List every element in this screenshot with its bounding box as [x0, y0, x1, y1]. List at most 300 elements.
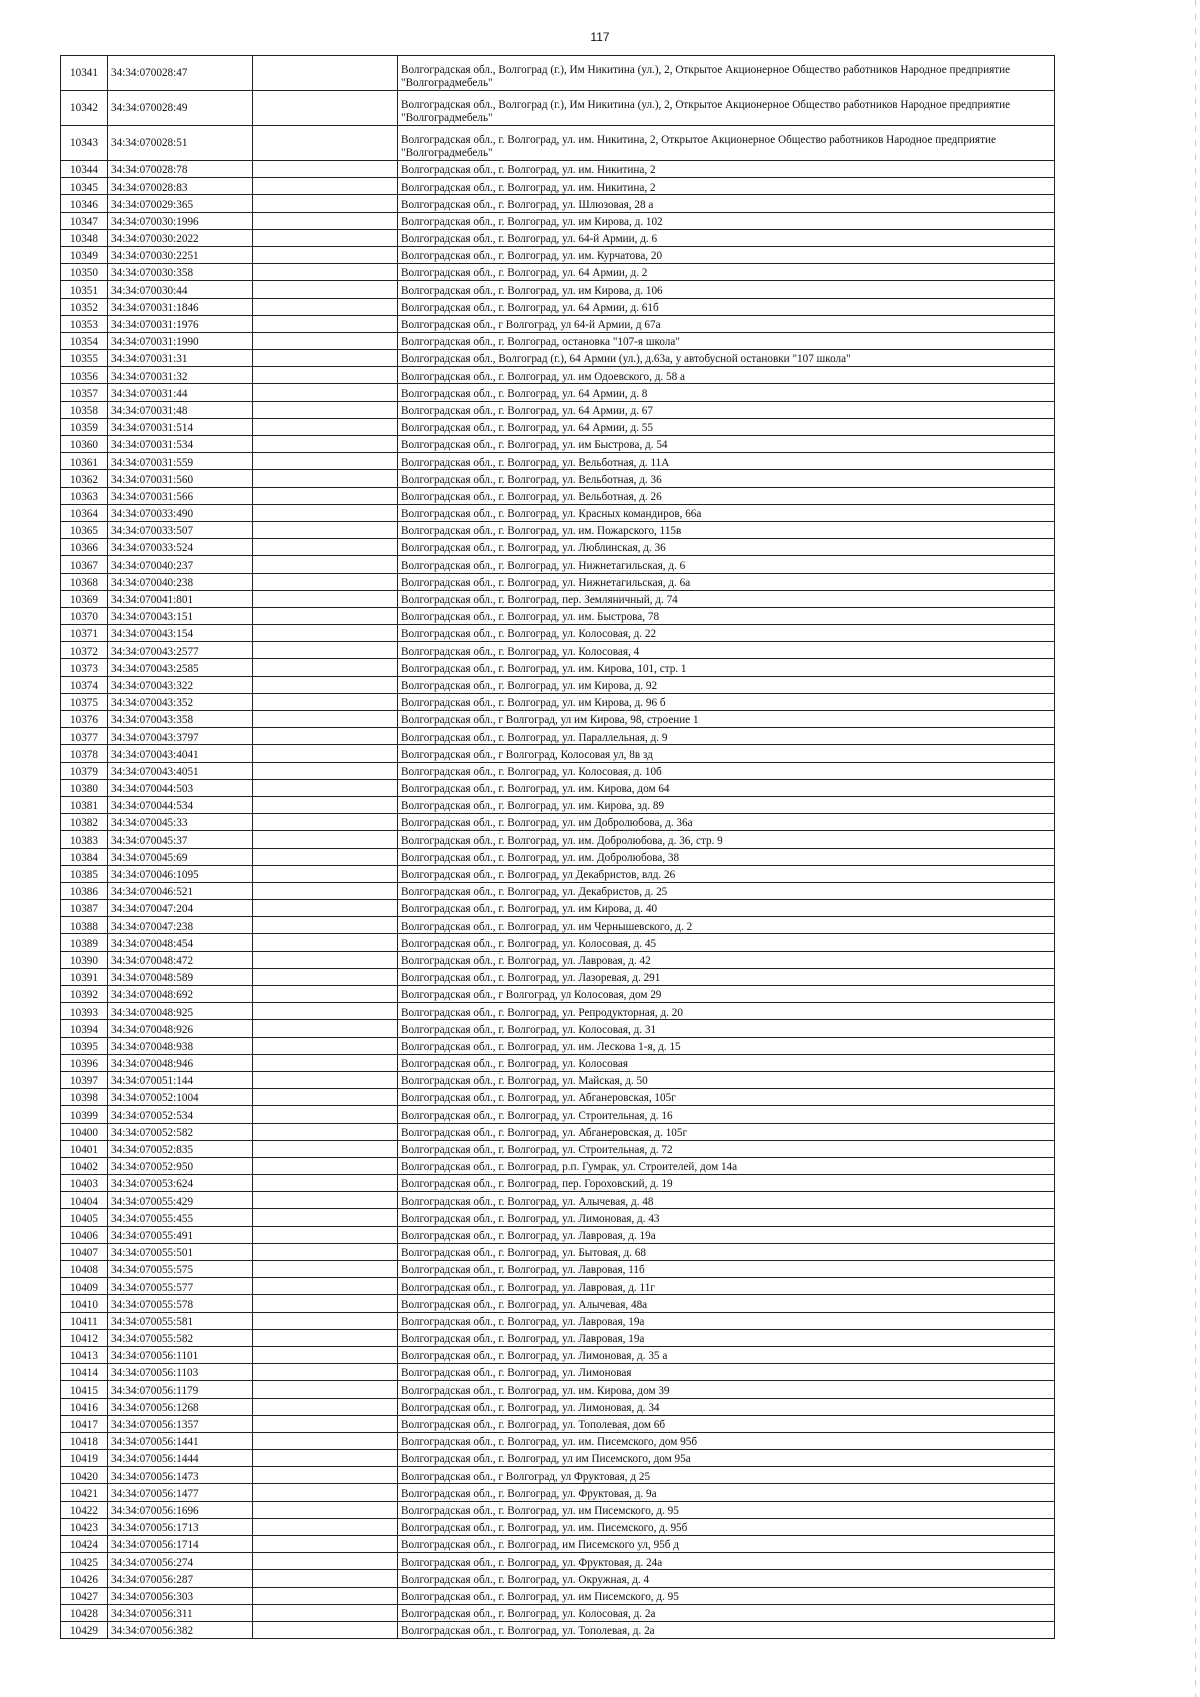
empty-cell	[253, 1467, 398, 1484]
empty-cell	[253, 229, 398, 246]
cadastral-number-cell: 34:34:070045:33	[108, 814, 253, 831]
empty-cell	[253, 367, 398, 384]
row-number-cell: 10428	[61, 1604, 108, 1621]
table-row	[61, 367, 1055, 384]
empty-cell	[253, 882, 398, 899]
table-row	[61, 831, 1055, 848]
cadastral-number-cell: 34:34:070046:1095	[108, 865, 253, 882]
row-number-cell: 10383	[61, 831, 108, 848]
cadastral-number-cell: 34:34:070055:577	[108, 1278, 253, 1295]
table-row	[61, 1243, 1055, 1260]
address-cell: Волгоградская обл., г. Волгоград, ул. Алычевая, 48а	[398, 1295, 1055, 1312]
cadastral-number-cell: 34:34:070031:48	[108, 401, 253, 418]
address-cell: Волгоградская обл., г. Волгоград, ул. Лавровая, 19а	[398, 1329, 1055, 1346]
empty-cell	[253, 1329, 398, 1346]
empty-cell	[253, 1536, 398, 1553]
cadastral-number-cell: 34:34:070052:1004	[108, 1089, 253, 1106]
address-cell: Волгоградская обл., г. Волгоград, ул. им. Добролюбова, д. 36, стр. 9	[398, 831, 1055, 848]
table-row	[61, 1226, 1055, 1243]
address-cell: Волгоградская обл., г. Волгоград, ул. им. Писемского, д. 95б	[398, 1518, 1055, 1535]
cadastral-number-cell: 34:34:070031:32	[108, 367, 253, 384]
empty-cell	[253, 281, 398, 298]
table-row	[61, 659, 1055, 676]
row-number-cell: 10346	[61, 195, 108, 212]
cadastral-number-cell: 34:34:070052:835	[108, 1140, 253, 1157]
table-row	[61, 1089, 1055, 1106]
row-number-cell: 10367	[61, 556, 108, 573]
empty-cell	[253, 1553, 398, 1570]
table-row	[61, 814, 1055, 831]
empty-cell	[253, 1381, 398, 1398]
row-number-cell: 10343	[61, 126, 108, 161]
cadastral-number-cell: 34:34:070045:69	[108, 848, 253, 865]
cadastral-number-cell: 34:34:070041:801	[108, 590, 253, 607]
address-cell: Волгоградская обл., г. Волгоград, ул. Репродукторная, д. 20	[398, 1003, 1055, 1020]
empty-cell	[253, 1140, 398, 1157]
cadastral-number-cell: 34:34:070030:1996	[108, 212, 253, 229]
address-cell: Волгоградская обл., г. Волгоград, ул. им. Кирова, дом 64	[398, 779, 1055, 796]
cadastral-number-cell: 34:34:070028:78	[108, 161, 253, 178]
address-cell: Волгоградская обл., г. Волгоград, ул. им Чернышевского, д. 2	[398, 917, 1055, 934]
table-row	[61, 401, 1055, 418]
address-cell: Волгоградская обл., г. Волгоград, ул. Фруктовая, д. 24а	[398, 1553, 1055, 1570]
row-number-cell: 10418	[61, 1432, 108, 1449]
row-number-cell: 10404	[61, 1192, 108, 1209]
address-cell: Волгоградская обл., г. Волгоград, ул. 64 Армии, д. 67	[398, 401, 1055, 418]
row-number-cell: 10341	[61, 56, 108, 91]
address-cell: Волгоградская обл., г. Волгоград, ул. Колосовая, д. 2а	[398, 1604, 1055, 1621]
address-cell: Волгоградская обл., г. Волгоград, ул. им Кирова, д. 102	[398, 212, 1055, 229]
cadastral-number-cell: 34:34:070056:287	[108, 1570, 253, 1587]
address-cell: Волгоградская обл., г. Волгоград, ул. Абганеровская, 105г	[398, 1089, 1055, 1106]
empty-cell	[253, 779, 398, 796]
row-number-cell: 10424	[61, 1536, 108, 1553]
row-number-cell: 10377	[61, 728, 108, 745]
empty-cell	[253, 1123, 398, 1140]
row-number-cell: 10361	[61, 453, 108, 470]
empty-cell	[253, 195, 398, 212]
row-number-cell: 10375	[61, 693, 108, 710]
table-row	[61, 1054, 1055, 1071]
address-cell: Волгоградская обл., г. Волгоград, ул. Вельботная, д. 26	[398, 487, 1055, 504]
table-row	[61, 1071, 1055, 1088]
row-number-cell: 10403	[61, 1175, 108, 1192]
empty-cell	[253, 1020, 398, 1037]
address-cell: Волгоградская обл., г. Волгоград, ул. им Кирова, д. 40	[398, 900, 1055, 917]
address-cell: Волгоградская обл., г. Волгоград, ул. им. Кирова, дом 39	[398, 1381, 1055, 1398]
empty-cell	[253, 934, 398, 951]
row-number-cell: 10427	[61, 1587, 108, 1604]
address-cell: Волгоградская обл., г. Волгоград, ул. Алычевая, д. 48	[398, 1192, 1055, 1209]
table-row	[61, 332, 1055, 349]
row-number-cell: 10349	[61, 246, 108, 263]
empty-cell	[253, 676, 398, 693]
table-row	[61, 56, 1055, 91]
empty-cell	[253, 332, 398, 349]
cadastral-number-cell: 34:34:070028:51	[108, 126, 253, 161]
cadastral-number-cell: 34:34:070055:578	[108, 1295, 253, 1312]
table-row	[61, 195, 1055, 212]
empty-cell	[253, 264, 398, 281]
empty-cell	[253, 350, 398, 367]
table-row	[61, 1621, 1055, 1638]
empty-cell	[253, 1209, 398, 1226]
row-number-cell: 10411	[61, 1312, 108, 1329]
table-row	[61, 418, 1055, 435]
row-number-cell: 10369	[61, 590, 108, 607]
empty-cell	[253, 1415, 398, 1432]
cadastral-number-cell: 34:34:070031:1990	[108, 332, 253, 349]
cadastral-number-cell: 34:34:070055:455	[108, 1209, 253, 1226]
table-row	[61, 91, 1055, 126]
address-cell: Волгоградская обл., г. Волгоград, ул. Лимоновая, д. 35 а	[398, 1346, 1055, 1363]
empty-cell	[253, 1364, 398, 1381]
address-cell: Волгоградская обл., г. Волгоград, ул. Параллельная, д. 9	[398, 728, 1055, 745]
empty-cell	[253, 1570, 398, 1587]
address-cell: Волгоградская обл., г Волгоград, Колосовая ул, 8в зд	[398, 745, 1055, 762]
table-row	[61, 1484, 1055, 1501]
empty-cell	[253, 986, 398, 1003]
address-cell: Волгоградская обл., г. Волгоград, ул. Лимоновая, д. 34	[398, 1398, 1055, 1415]
page-number: 117	[590, 30, 610, 44]
table-row	[61, 693, 1055, 710]
row-number-cell: 10385	[61, 865, 108, 882]
cadastral-number-cell: 34:34:070052:950	[108, 1157, 253, 1174]
empty-cell	[253, 1295, 398, 1312]
table-row	[61, 968, 1055, 985]
empty-cell	[253, 539, 398, 556]
row-number-cell: 10362	[61, 470, 108, 487]
row-number-cell: 10351	[61, 281, 108, 298]
empty-cell	[253, 315, 398, 332]
table-row	[61, 762, 1055, 779]
table-row	[61, 1312, 1055, 1329]
row-number-cell: 10354	[61, 332, 108, 349]
table-row	[61, 1570, 1055, 1587]
address-cell: Волгоградская обл., г. Волгоград, ул. Бытовая, д. 68	[398, 1243, 1055, 1260]
table-row	[61, 934, 1055, 951]
table-row	[61, 1415, 1055, 1432]
table-row	[61, 1037, 1055, 1054]
address-cell: Волгоградская обл., г. Волгоград, ул. Тополевая, дом 6б	[398, 1415, 1055, 1432]
table-row	[61, 1553, 1055, 1570]
empty-cell	[253, 1261, 398, 1278]
cadastral-number-cell: 34:34:070043:358	[108, 711, 253, 728]
cadastral-number-cell: 34:34:070043:151	[108, 607, 253, 624]
address-cell: Волгоградская обл., г. Волгоград, ул. им Добролюбова, д. 36а	[398, 814, 1055, 831]
cadastral-number-cell: 34:34:070056:1477	[108, 1484, 253, 1501]
cadastral-number-cell: 34:34:070031:514	[108, 418, 253, 435]
empty-cell	[253, 1501, 398, 1518]
table-row	[61, 1381, 1055, 1398]
table-row	[61, 1140, 1055, 1157]
empty-cell	[253, 711, 398, 728]
table-row	[61, 796, 1055, 813]
row-number-cell: 10364	[61, 504, 108, 521]
row-number-cell: 10366	[61, 539, 108, 556]
empty-cell	[253, 504, 398, 521]
table-row	[61, 1278, 1055, 1295]
cadastral-number-cell: 34:34:070055:582	[108, 1329, 253, 1346]
address-cell: Волгоградская обл., г. Волгоград, ул. Строительная, д. 16	[398, 1106, 1055, 1123]
cadastral-number-cell: 34:34:070048:938	[108, 1037, 253, 1054]
row-number-cell: 10409	[61, 1278, 108, 1295]
cadastral-number-cell: 34:34:070031:31	[108, 350, 253, 367]
cadastral-number-cell: 34:34:070031:566	[108, 487, 253, 504]
row-number-cell: 10423	[61, 1518, 108, 1535]
address-cell: Волгоградская обл., г. Волгоград, ул. Тополевая, д. 2а	[398, 1621, 1055, 1638]
address-cell: Волгоградская обл., г. Волгоград, ул. Лазоревая, д. 291	[398, 968, 1055, 985]
address-cell: Волгоградская обл., г. Волгоград, ул. им Писемского, д. 95	[398, 1501, 1055, 1518]
cadastral-number-cell: 34:34:070055:491	[108, 1226, 253, 1243]
cadastral-number-cell: 34:34:070045:37	[108, 831, 253, 848]
address-cell: Волгоградская обл., г Волгоград, ул 64-й Армии, д 67а	[398, 315, 1055, 332]
address-cell: Волгоградская обл., г. Волгоград, ул. им. Никитина, 2, Открытое Акционерное Общество работников Народное предприятие "Волгоградмебель"	[398, 126, 1055, 161]
empty-cell	[253, 1278, 398, 1295]
row-number-cell: 10407	[61, 1243, 108, 1260]
row-number-cell: 10342	[61, 91, 108, 126]
table-row	[61, 521, 1055, 538]
empty-cell	[253, 556, 398, 573]
table-row	[61, 1003, 1055, 1020]
row-number-cell: 10394	[61, 1020, 108, 1037]
empty-cell	[253, 1604, 398, 1621]
address-cell: Волгоградская обл., г. Волгоград, ул. им. Кирова, зд. 89	[398, 796, 1055, 813]
address-cell: Волгоградская обл., г Волгоград, ул им Кирова, 98, строение 1	[398, 711, 1055, 728]
registry-table	[60, 55, 1055, 1639]
empty-cell	[253, 1089, 398, 1106]
row-number-cell: 10388	[61, 917, 108, 934]
cadastral-number-cell: 34:34:070028:47	[108, 56, 253, 91]
address-cell: Волгоградская обл., г. Волгоград, ул. Вельботная, д. 36	[398, 470, 1055, 487]
empty-cell	[253, 161, 398, 178]
table-row	[61, 779, 1055, 796]
row-number-cell: 10372	[61, 642, 108, 659]
address-cell: Волгоградская обл., г. Волгоград, ул. им Быстрова, д. 54	[398, 436, 1055, 453]
cadastral-number-cell: 34:34:070043:4041	[108, 745, 253, 762]
address-cell: Волгоградская обл., г. Волгоград, ул. им. Кирова, 101, стр. 1	[398, 659, 1055, 676]
row-number-cell: 10368	[61, 573, 108, 590]
row-number-cell: 10412	[61, 1329, 108, 1346]
table-row	[61, 246, 1055, 263]
empty-cell	[253, 659, 398, 676]
cadastral-number-cell: 34:34:070053:624	[108, 1175, 253, 1192]
address-cell: Волгоградская обл., Волгоград (г.), 64 Армии (ул.), д.63а, у автобусной остановки "107 школа"	[398, 350, 1055, 367]
cadastral-number-cell: 34:34:070031:559	[108, 453, 253, 470]
table-row	[61, 1209, 1055, 1226]
table-row	[61, 212, 1055, 229]
address-cell: Волгоградская обл., г. Волгоград, ул. им. Никитина, 2	[398, 178, 1055, 195]
address-cell: Волгоградская обл., г. Волгоград, ул Декабристов, влд. 26	[398, 865, 1055, 882]
cadastral-number-cell: 34:34:070048:589	[108, 968, 253, 985]
empty-cell	[253, 1157, 398, 1174]
table-row	[61, 711, 1055, 728]
cadastral-number-cell: 34:34:070030:44	[108, 281, 253, 298]
cadastral-number-cell: 34:34:070056:382	[108, 1621, 253, 1638]
cadastral-number-cell: 34:34:070031:534	[108, 436, 253, 453]
cadastral-number-cell: 34:34:070044:503	[108, 779, 253, 796]
row-number-cell: 10384	[61, 848, 108, 865]
empty-cell	[253, 1054, 398, 1071]
table-row	[61, 848, 1055, 865]
empty-cell	[253, 178, 398, 195]
table-row	[61, 350, 1055, 367]
address-cell: Волгоградская обл., г. Волгоград, ул. 64 Армии, д. 61б	[398, 298, 1055, 315]
row-number-cell: 10344	[61, 161, 108, 178]
address-cell: Волгоградская обл., г. Волгоград, ул. Лавровая, 19а	[398, 1312, 1055, 1329]
empty-cell	[253, 91, 398, 126]
table-row	[61, 1536, 1055, 1553]
empty-cell	[253, 470, 398, 487]
address-cell: Волгоградская обл., г. Волгоград, ул. Лимоновая	[398, 1364, 1055, 1381]
table-row	[61, 1364, 1055, 1381]
empty-cell	[253, 865, 398, 882]
empty-cell	[253, 1106, 398, 1123]
row-number-cell: 10386	[61, 882, 108, 899]
address-cell: Волгоградская обл., г Волгоград, ул Фруктовая, д 25	[398, 1467, 1055, 1484]
address-cell: Волгоградская обл., г. Волгоград, ул. Колосовая	[398, 1054, 1055, 1071]
empty-cell	[253, 212, 398, 229]
table-row	[61, 504, 1055, 521]
address-cell: Волгоградская обл., г. Волгоград, ул. Фруктовая, д. 9а	[398, 1484, 1055, 1501]
row-number-cell: 10373	[61, 659, 108, 676]
cadastral-number-cell: 34:34:070048:926	[108, 1020, 253, 1037]
empty-cell	[253, 796, 398, 813]
table-row	[61, 470, 1055, 487]
cadastral-number-cell: 34:34:070056:1357	[108, 1415, 253, 1432]
table-row	[61, 1432, 1055, 1449]
empty-cell	[253, 831, 398, 848]
row-number-cell: 10389	[61, 934, 108, 951]
registry-body	[61, 56, 1055, 1639]
table-row	[61, 625, 1055, 642]
row-number-cell: 10395	[61, 1037, 108, 1054]
cadastral-number-cell: 34:34:070048:454	[108, 934, 253, 951]
scan-edge-mark	[1195, 0, 1196, 1697]
table-row	[61, 1106, 1055, 1123]
address-cell: Волгоградская обл., г. Волгоград, ул. Лимоновая, д. 43	[398, 1209, 1055, 1226]
cadastral-number-cell: 34:34:070040:237	[108, 556, 253, 573]
row-number-cell: 10406	[61, 1226, 108, 1243]
table-row	[61, 126, 1055, 161]
empty-cell	[253, 1484, 398, 1501]
table-row	[61, 453, 1055, 470]
address-cell: Волгоградская обл., г. Волгоград, ул. Майская, д. 50	[398, 1071, 1055, 1088]
empty-cell	[253, 693, 398, 710]
empty-cell	[253, 607, 398, 624]
empty-cell	[253, 1432, 398, 1449]
empty-cell	[253, 848, 398, 865]
cadastral-number-cell: 34:34:070055:501	[108, 1243, 253, 1260]
table-row	[61, 1501, 1055, 1518]
cadastral-number-cell: 34:34:070056:1103	[108, 1364, 253, 1381]
cadastral-number-cell: 34:34:070031:560	[108, 470, 253, 487]
address-cell: Волгоградская обл., г. Волгоград, ул. Колосовая, 4	[398, 642, 1055, 659]
table-row	[61, 745, 1055, 762]
table-row	[61, 1157, 1055, 1174]
row-number-cell: 10399	[61, 1106, 108, 1123]
cadastral-number-cell: 34:34:070056:1696	[108, 1501, 253, 1518]
table-row	[61, 882, 1055, 899]
empty-cell	[253, 436, 398, 453]
row-number-cell: 10348	[61, 229, 108, 246]
table-row	[61, 229, 1055, 246]
row-number-cell: 10393	[61, 1003, 108, 1020]
table-row	[61, 1604, 1055, 1621]
row-number-cell: 10401	[61, 1140, 108, 1157]
empty-cell	[253, 728, 398, 745]
cadastral-number-cell: 34:34:070056:303	[108, 1587, 253, 1604]
table-row	[61, 865, 1055, 882]
address-cell: Волгоградская обл., г. Волгоград, ул. им. Никитина, 2	[398, 161, 1055, 178]
address-cell: Волгоградская обл., г. Волгоград, ул. им. Добролюбова, 38	[398, 848, 1055, 865]
table-row	[61, 1295, 1055, 1312]
cadastral-number-cell: 34:34:070043:4051	[108, 762, 253, 779]
empty-cell	[253, 968, 398, 985]
cadastral-number-cell: 34:34:070052:534	[108, 1106, 253, 1123]
empty-cell	[253, 487, 398, 504]
cadastral-number-cell: 34:34:070047:204	[108, 900, 253, 917]
empty-cell	[253, 1346, 398, 1363]
cadastral-number-cell: 34:34:070030:2251	[108, 246, 253, 263]
table-row	[61, 1123, 1055, 1140]
row-number-cell: 10400	[61, 1123, 108, 1140]
table-row	[61, 178, 1055, 195]
empty-cell	[253, 1037, 398, 1054]
table-row	[61, 556, 1055, 573]
row-number-cell: 10414	[61, 1364, 108, 1381]
address-cell: Волгоградская обл., г. Волгоград, ул. Колосовая, д. 31	[398, 1020, 1055, 1037]
row-number-cell: 10345	[61, 178, 108, 195]
address-cell: Волгоградская обл., г. Волгоград, ул. им. Лескова 1-я, д. 15	[398, 1037, 1055, 1054]
row-number-cell: 10421	[61, 1484, 108, 1501]
row-number-cell: 10402	[61, 1157, 108, 1174]
table-row	[61, 590, 1055, 607]
cadastral-number-cell: 34:34:070056:1714	[108, 1536, 253, 1553]
empty-cell	[253, 625, 398, 642]
row-number-cell: 10359	[61, 418, 108, 435]
address-cell: Волгоградская обл., г. Волгоград, ул. им. Пожарского, 115в	[398, 521, 1055, 538]
cadastral-number-cell: 34:34:070031:44	[108, 384, 253, 401]
table-row	[61, 1192, 1055, 1209]
empty-cell	[253, 1175, 398, 1192]
empty-cell	[253, 298, 398, 315]
row-number-cell: 10420	[61, 1467, 108, 1484]
cadastral-number-cell: 34:34:070033:507	[108, 521, 253, 538]
row-number-cell: 10422	[61, 1501, 108, 1518]
empty-cell	[253, 126, 398, 161]
address-cell: Волгоградская обл., г. Волгоград, ул. Шлюзовая, 28 а	[398, 195, 1055, 212]
cadastral-number-cell: 34:34:070056:1713	[108, 1518, 253, 1535]
address-cell: Волгоградская обл., г. Волгоград, ул. 64 Армии, д. 55	[398, 418, 1055, 435]
cadastral-number-cell: 34:34:070056:311	[108, 1604, 253, 1621]
table-row	[61, 1175, 1055, 1192]
cadastral-number-cell: 34:34:070030:2022	[108, 229, 253, 246]
address-cell: Волгоградская обл., г. Волгоград, ул. Лавровая, 11б	[398, 1261, 1055, 1278]
row-number-cell: 10416	[61, 1398, 108, 1415]
cadastral-number-cell: 34:34:070048:925	[108, 1003, 253, 1020]
address-cell: Волгоградская обл., г. Волгоград, ул. им Кирова, д. 106	[398, 281, 1055, 298]
table-row	[61, 1329, 1055, 1346]
table-row	[61, 264, 1055, 281]
row-number-cell: 10379	[61, 762, 108, 779]
address-cell: Волгоградская обл., г. Волгоград, ул. им. Быстрова, 78	[398, 607, 1055, 624]
row-number-cell: 10356	[61, 367, 108, 384]
row-number-cell: 10391	[61, 968, 108, 985]
row-number-cell: 10387	[61, 900, 108, 917]
address-cell: Волгоградская обл., г. Волгоград, ул. Нижнетагильская, д. 6	[398, 556, 1055, 573]
cadastral-number-cell: 34:34:070043:154	[108, 625, 253, 642]
